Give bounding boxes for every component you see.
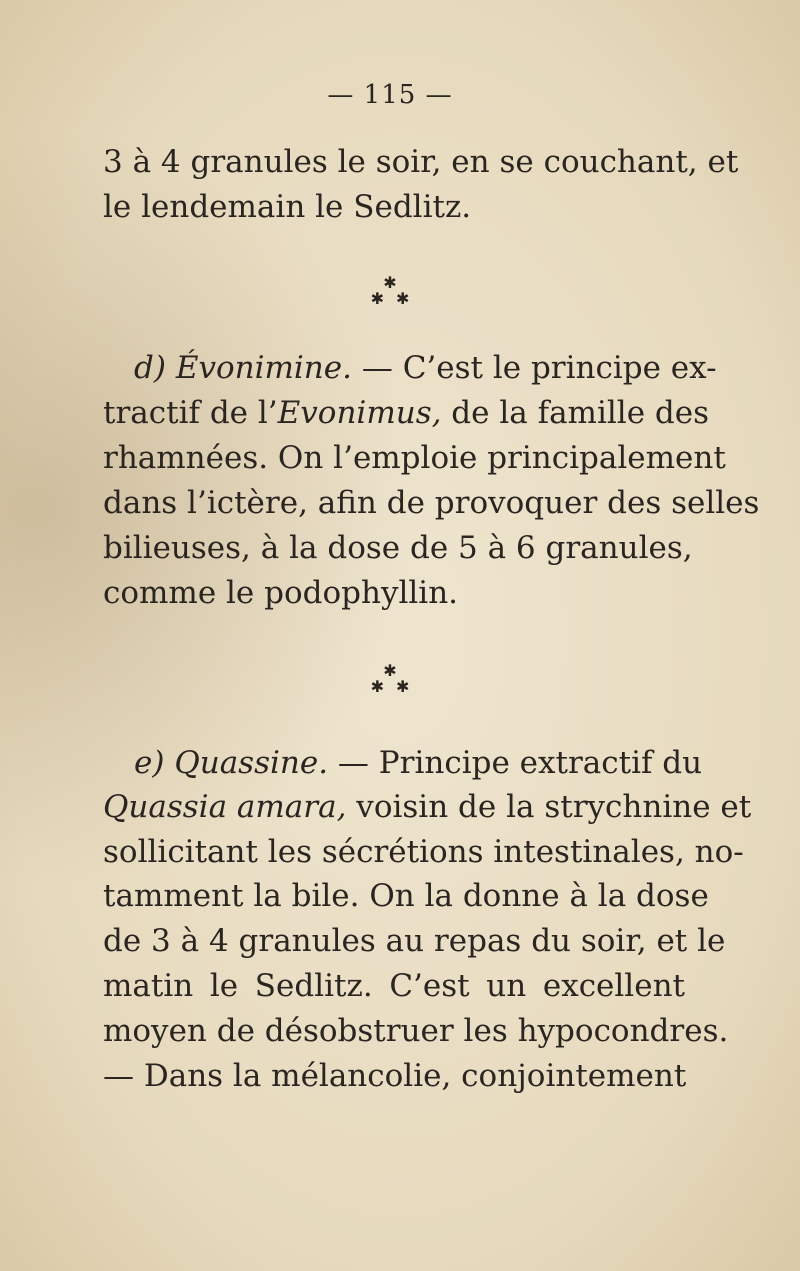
- asterism-star: ✱: [370, 289, 384, 308]
- text-line: rhamnées. On l’emploie principalement: [103, 440, 726, 476]
- text-fragment: de la famille des: [441, 395, 709, 431]
- text-line: sollicitant les sécrétions intestinales, no-: [103, 834, 744, 870]
- entry-term: Évonimine.: [175, 350, 352, 386]
- text-fragment: voisin de la strychnine et: [346, 789, 752, 825]
- text-line: matin le Sedlitz. C’est un excellent: [103, 968, 685, 1004]
- asterism-ornament: [0, 663, 780, 695]
- text-line: comme le podophyllin.: [103, 575, 459, 611]
- page-number: — 115 —: [327, 80, 453, 110]
- text-line: tamment la bile. On la donne à la dose: [103, 878, 709, 914]
- entry-term: Quassine.: [174, 745, 329, 781]
- text-line: 3 à 4 granules le soir, en se couchant, et: [103, 144, 739, 180]
- asterism-star: ✱: [383, 661, 397, 680]
- text-line: dans l’ictère, afin de provoquer des selles: [103, 485, 760, 521]
- entry-heading-line: [103, 741, 703, 785]
- text-line: [103, 785, 752, 829]
- asterism-star: ✱: [383, 273, 397, 292]
- text-line: moyen de désobstruer les hypocondres.: [103, 1013, 729, 1049]
- text-line: [103, 391, 709, 435]
- text-line: — Dans la mélancolie, conjointement: [103, 1058, 687, 1094]
- entry-text: — C’est le principe ex-: [351, 350, 717, 386]
- asterism-star: ✱: [370, 677, 384, 696]
- asterism-ornament: [0, 275, 780, 307]
- entry-text: — Principe extractif du: [328, 745, 703, 781]
- text-line: le lendemain le Sedlitz.: [103, 189, 472, 225]
- entry-label: d): [134, 350, 166, 386]
- latin-term: Quassia amara,: [103, 789, 347, 825]
- latin-term: Evonimus,: [277, 395, 442, 431]
- text-line: bilieuses, à la dose de 5 à 6 granules,: [103, 530, 693, 566]
- asterism-star: ✱: [396, 677, 410, 696]
- entry-heading-line: [103, 346, 717, 390]
- text-line: de 3 à 4 granules au repas du soir, et le: [103, 923, 726, 959]
- text-fragment: tractif de l’: [103, 395, 278, 431]
- entry-label: e): [134, 745, 165, 781]
- asterism-star: ✱: [396, 289, 410, 308]
